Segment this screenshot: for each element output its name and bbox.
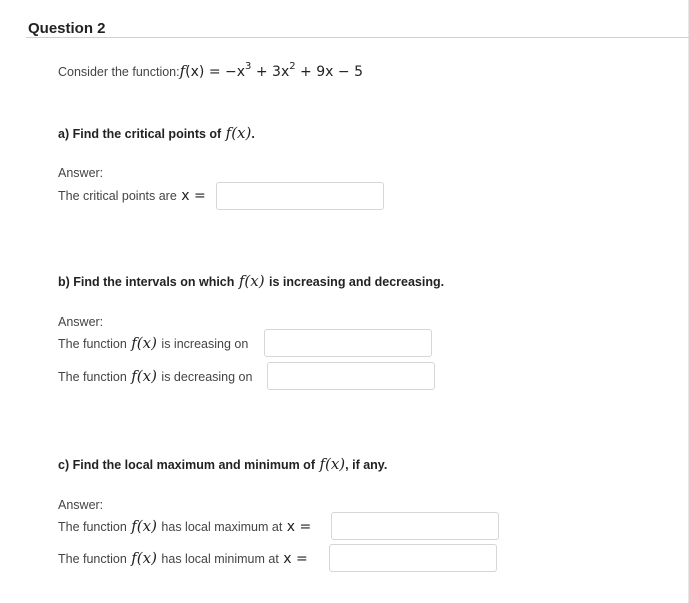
part-a-line1: The critical points are x =: [58, 188, 206, 204]
part-a-var: x =: [181, 188, 206, 204]
part-b-heading: b) Find the intervals on which f(x) is increasing and decreasing.: [58, 272, 445, 290]
part-c-heading: c) Find the local maximum and minimum of f(x), if any.: [58, 455, 388, 473]
part-b-func: f(x): [238, 272, 265, 290]
part-b-answer-label: Answer:: [58, 315, 104, 329]
function-statement: [58, 62, 363, 81]
decreasing-interval-input[interactable]: [267, 362, 435, 390]
part-c-line1: The function f(x) has local maximum at x =: [58, 517, 312, 535]
local-maximum-input[interactable]: [331, 512, 499, 540]
part-b-line1: The function f(x) is increasing on: [58, 334, 249, 352]
increasing-interval-input[interactable]: [264, 329, 432, 357]
part-a-answer-label: Answer:: [58, 166, 104, 180]
title-divider: [26, 37, 689, 38]
part-c-line2: The function f(x) has local minimum at x =: [58, 549, 308, 567]
intro-text: Consider the function:: [58, 65, 180, 79]
local-minimum-input[interactable]: [329, 544, 497, 572]
critical-points-input[interactable]: [216, 182, 384, 210]
part-b-line2: The function f(x) is decreasing on: [58, 367, 253, 385]
question-title: Question 2: [28, 20, 106, 37]
part-a-func: f(x): [225, 124, 252, 142]
function-expression: $f(x) = -x^3 + 3x^2 + 9x - 5$: [179, 61, 363, 80]
part-c-func: f(x): [319, 455, 346, 473]
part-c-answer-label: Answer:: [58, 498, 104, 512]
part-a-heading: a) Find the critical points of f(x).: [58, 124, 255, 142]
